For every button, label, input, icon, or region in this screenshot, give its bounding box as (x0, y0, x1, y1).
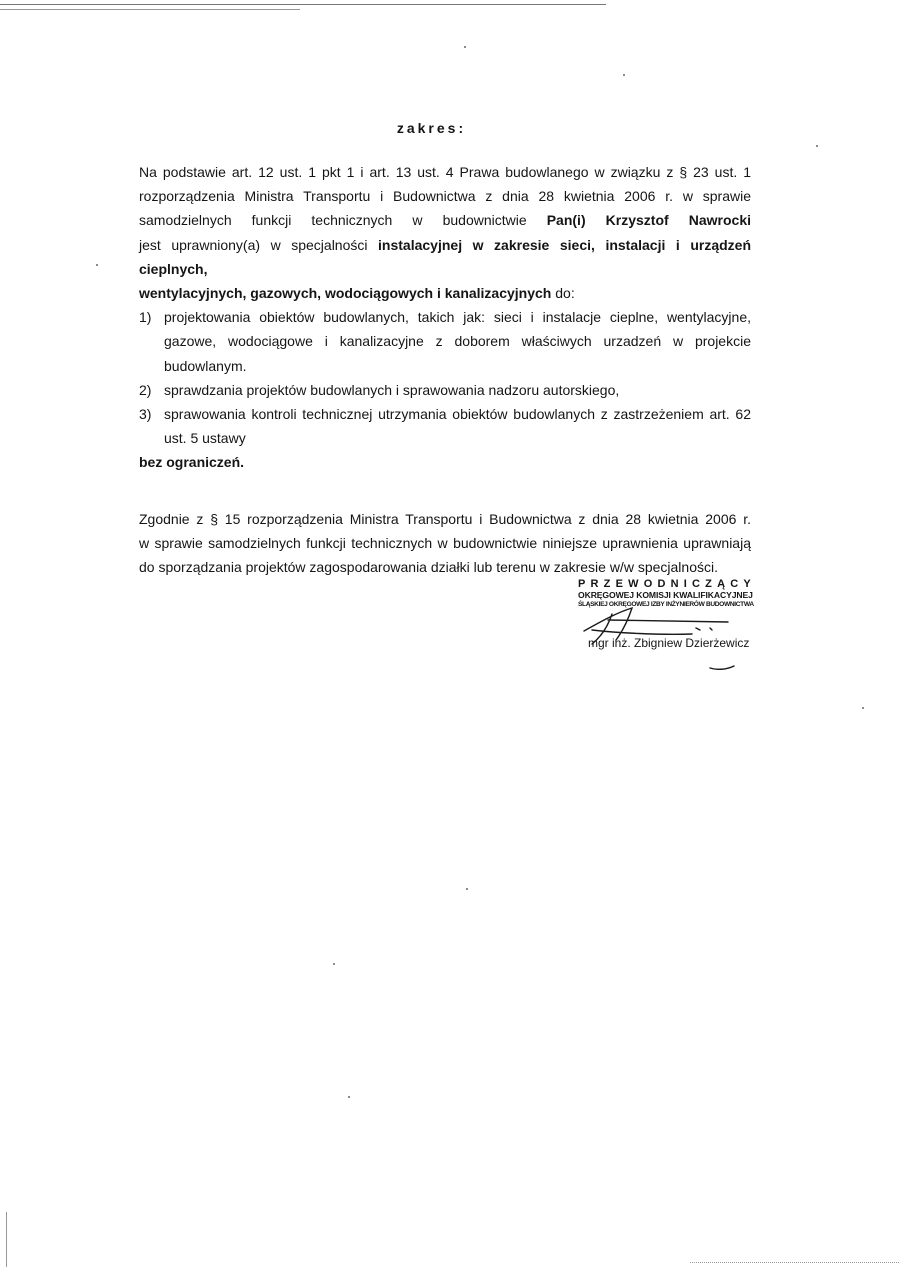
scan-speck (96, 264, 98, 266)
handwritten-signature (578, 600, 762, 670)
scan-edge-line (690, 1262, 899, 1263)
document-body (139, 160, 751, 579)
list-number: 3) (139, 406, 152, 423)
scan-speck (623, 74, 625, 76)
list-number: 2) (139, 381, 152, 398)
limit-note: bez ograniczeń. (139, 454, 245, 471)
scan-speck (816, 145, 818, 147)
scan-edge-line (6, 1212, 7, 1267)
scan-speck (348, 1096, 350, 1098)
scan-speck (466, 888, 468, 890)
paragraph-line: Na podstawie art. 12 ust. 1 pkt 1 i art. 13 ust. 4 Prawa budowlanego w związku z § 23 ust. 1 (139, 164, 751, 180)
paragraph-line: w sprawie samodzielnych funkcji technicznych w budownictwie niniejsze uprawnienia uprawniają (139, 534, 751, 551)
person-name: Pan(i) Krzysztof Nawrocki (546, 212, 751, 229)
signatory-name: mgr inż. Zbigniew Dzierżewicz (588, 636, 750, 650)
signatory-title: PRZEWODNICZĄCY (578, 578, 756, 590)
paragraph-line: wentylacyjnych, gazowych, wodociągowych i kanalizacyjnych do: (139, 285, 575, 302)
committee-name: OKRĘGOWEJ KOMISJI KWALIFIKACYJNEJ (578, 590, 753, 600)
scan-edge-line (0, 4, 606, 5)
paragraph-line: samodzielnych funkcji technicznych w budownictwie Pan(i) Krzysztof Nawrocki (139, 212, 751, 229)
paragraph-line: Zgodnie z § 15 rozporządzenia Ministra Transportu i Budownictwa z dnia 28 kwietnia 2006 r. (139, 510, 751, 527)
scan-edge-line (0, 9, 300, 10)
list-item: 1) projektowania obiektów budowlanych, takich jak: sieci i instalacje cieplne, wentylacyjne, gazowe, wodociągowe i kanalizacyjne z doborem właściwych urzadzeń w projekcie budowlanym. (139, 305, 751, 378)
heading: zakres: (396, 120, 467, 136)
chamber-name: ŚLĄSKIEJ OKRĘGOWEJ IZBY INŻYNIERÓW BUDOWNICTWA (578, 601, 754, 608)
list-number: 1) (139, 309, 152, 326)
list-item: 3) sprawowania kontroli technicznej utrzymania obiektów budowlanych z zastrzeżeniem art. 62 ust. 5 ustawy (139, 402, 751, 450)
scan-speck (862, 707, 864, 709)
paragraph-line: rozporządzenia Ministra Transportu i Budownictwa z dnia 28 kwietnia 2006 r. w sprawie (139, 188, 751, 205)
list-item: 2) sprawdzania projektów budowlanych i sprawowania nadzoru autorskiego, (139, 378, 751, 402)
paragraph-line: do sporządzania projektów zagospodarowania działki lub terenu w zakresie w/w specjalności. (139, 559, 718, 576)
paragraph-line: jest uprawniony(a) w specjalności instalacyjnej w zakresie sieci, instalacji i urządzeń cieplnych, (139, 236, 752, 277)
scan-speck (333, 963, 335, 965)
signature-block (578, 578, 762, 650)
specialty: instalacyjnej w zakresie sieci, instalacji i urządzeń cieplnych, (139, 236, 752, 277)
scan-speck (464, 46, 466, 48)
